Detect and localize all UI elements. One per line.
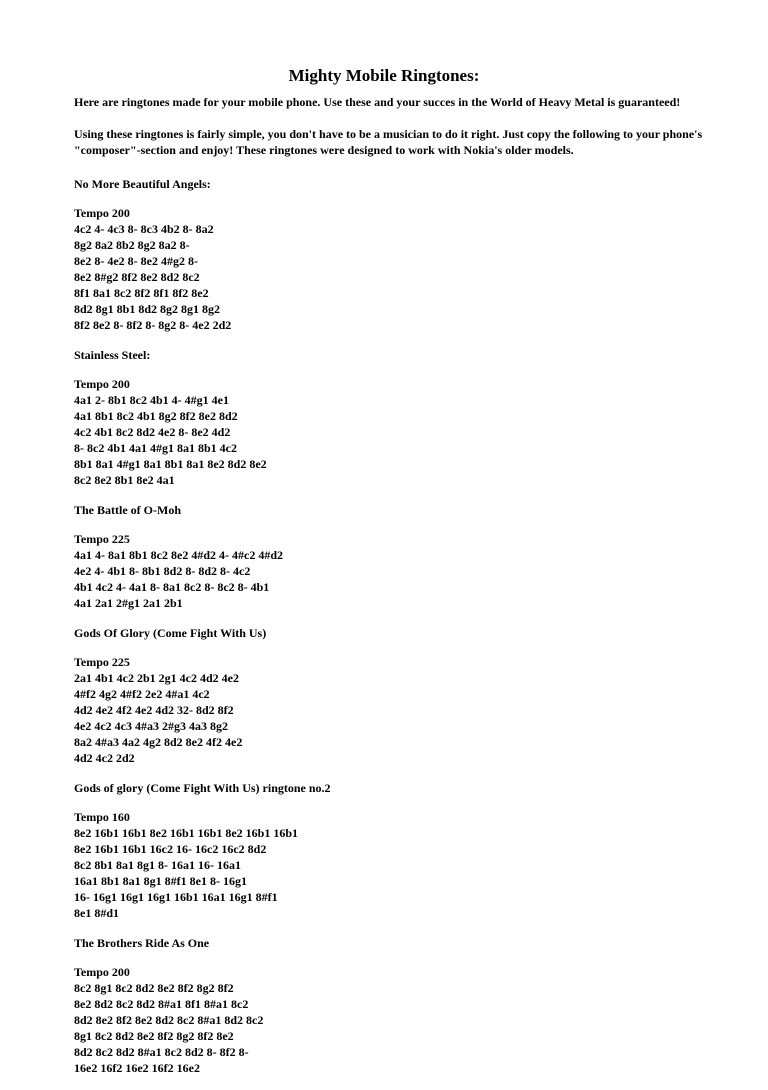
ringtone-notes: Tempo 200 4a1 2- 8b1 8c2 4b1 4- 4#g1 4e1 4a1 8b1 8c2 4b1 8g2 8f2 8e2 8d2 4c2 4b1 8c2 8d2 4e2 8- 8e2 4d2 8- 8c2 4b1 4a1 4#g1 8a1 8b1 4c2 8b1 8a1 4#g1 8a1 8b1 8a1 8e2 8d2 8e2 8c2 8e2 8b1 8e2 4a1 [74,377,267,487]
ringtone-title: No More Beautiful Angels: [74,177,211,191]
ringtone-notes: Tempo 225 2a1 4b1 4c2 2b1 2g1 4c2 4d2 4e2 4#f2 4g2 4#f2 2e2 4#a1 4c2 4d2 4e2 4f2 4e2 4d2 32- 8d2 8f2 4e2 4c2 4c3 4#a3 2#g3 4a3 8g2 8a2 4#a3 4a2 4g2 8d2 8e2 4f2 4e2 4d2 4c2 2d2 [74,655,243,765]
ringtone-no-more-beautiful-angels [74,176,704,333]
ringtone-title: The Battle of O-Moh [74,503,181,517]
ringtone-notes: Tempo 160 8e2 16b1 16b1 8e2 16b1 16b1 8e2 16b1 16b1 8e2 16b1 16b1 16c2 16- 16c2 16c2 8d2 8c2 8b1 8a1 8g1 8- 16a1 16- 16a1 16a1 8b1 8a1 8g1 8#f1 8e1 8- 16g1 16- 16g1 16g1 16g1 16b1 16a1 16g1 8#f1 8e1 8#d1 [74,810,299,920]
ringtone-battle-of-o-moh [74,502,704,611]
ringtone-list [74,176,704,1090]
ringtone-title: The Brothers Ride As One [74,936,210,950]
ringtone-stainless-steel [74,347,704,488]
ringtone-title: Gods of glory (Come Fight With Us) ringtone no.2 [74,781,331,795]
usage-paragraph: Using these ringtones is fairly simple, you don't have to be a musician to do it right. Just copy the following to your phone's "composer"-section and enjoy! These ringtones were designed to work with Nokia's older models. [74,127,703,157]
ringtone-title: Gods Of Glory (Come Fight With Us) [74,626,267,640]
ringtone-brothers-ride-as-one [74,935,704,1076]
ringtone-notes: Tempo 200 4c2 4- 4c3 8- 8c3 4b2 8- 8a2 8g2 8a2 8b2 8g2 8a2 8- 8e2 8- 4e2 8- 8e2 4#g2 8- 8e2 8#g2 8f2 8e2 8d2 8c2 8f1 8a1 8c2 8f2 8f1 8f2 8e2 8d2 8g1 8b1 8d2 8g2 8g1 8g2 8f2 8e2 8- 8f2 8- 8g2 8- 4e2 2d2 [74,206,232,332]
ringtone-gods-of-glory-no2 [74,780,704,921]
ringtone-notes: Tempo 200 8c2 8g1 8c2 8d2 8e2 8f2 8g2 8f2 8e2 8d2 8c2 8d2 8#a1 8f1 8#a1 8c2 8d2 8e2 8f2 8e2 8d2 8c2 8#a1 8d2 8c2 8g1 8c2 8d2 8e2 8f2 8g2 8f2 8e2 8d2 8c2 8d2 8#a1 8c2 8d2 8- 8f2 8- 16e2 16f2 16e2 16f2 16e2 [74,965,264,1075]
intro-paragraph: Here are ringtones made for your mobile phone. Use these and your succes in the World of Heavy Metal is guaranteed! [74,95,681,109]
ringtone-notes: Tempo 225 4a1 4- 8a1 8b1 8c2 8e2 4#d2 4- 4#c2 4#d2 4e2 4- 4b1 8- 8b1 8d2 8- 8d2 8- 4c2 4b1 4c2 4- 4a1 8- 8a1 8c2 8- 8c2 8- 4b1 4a1 2a1 2#g1 2a1 2b1 [74,532,283,610]
ringtone-gods-of-glory [74,625,704,766]
ringtone-title: Stainless Steel: [74,348,151,362]
page-title: Mighty Mobile Ringtones: [288,66,480,85]
